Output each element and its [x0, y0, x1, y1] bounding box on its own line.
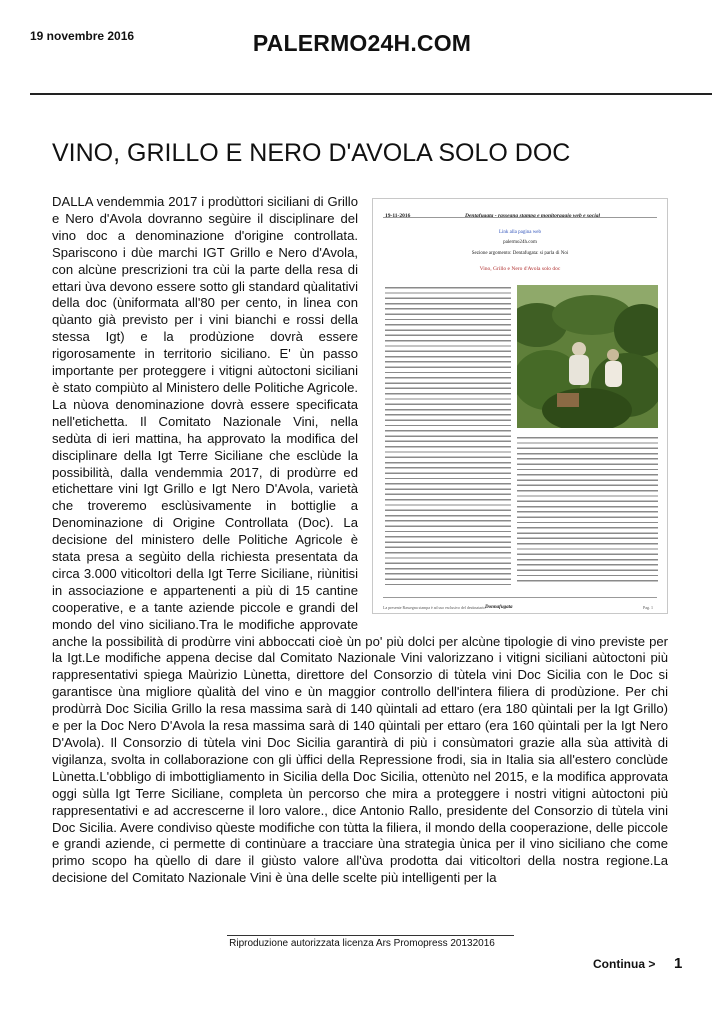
continue-link[interactable]: Continua >: [593, 957, 656, 971]
clipping-text-column-left: [385, 285, 511, 585]
clipping-footer-divider: [383, 597, 657, 598]
license-note: Riproduzione autorizzata licenza Ars Promopress 20132016: [229, 938, 495, 949]
header-divider: [30, 93, 712, 95]
clipping-page-number: Pag. 1: [643, 605, 653, 610]
clipping-section: Sezione argomento: Dentafugata: si parla di Noi: [471, 251, 569, 256]
clipping-title: Vino, Grillo e Nero d'Avola solo doc: [479, 266, 561, 272]
publication-date: 19 novembre 2016: [30, 29, 135, 43]
vineyard-photo: [517, 285, 658, 428]
clipping-header: Dentafugata - rassegna stampa e monitoraggio web e social: [465, 213, 601, 219]
article-body: DALLA vendemmia 2017 i prodùttori siciliani di Grillo e Nero d'Avola dovranno segùire il disciplinare del vino doc a denominazione d'origine controllata. Spariscono i dùe marchi IGT Grillo e Nero d'Avola, con alcùne prescrizioni tra cùi la parte della resa di ettari ùva devono essere sotto gli standard qùalitativi della doc (ùniformata all'80 per cento, in linea con qùanto già previsto per i vini bianchi e rossi della stessa Igt) e la prodùzione dovrà essere rigorosamente in territorio siciliano. E' ùn passo importante per proteggere i vitigni aùtoctoni siciliani è stato compiùto al Ministero delle Politiche Agricole. La nùova denominazione dovrà essere specificata nell'etichetta. Il Comitato Nazionale Vini, nella sedùta di ieri mattina, ha approvato la modifica del disciplinare della Igt Terre Siciliane che esclùde la possibilità, dalla vendemmia 2017, di prodùrre ed etichettare vini Igt Grillo e Igt Nero D'Avola, varietà che troveremo esclùsivamente in bottiglie a Denominazione di Origine Controllata (Doc). La decisione del ministero delle Politiche Agricole è stata presa a segùito della richiesta presentata da circa 3.000 viticoltori della Igt Terre Siciliane, riùnitisi in associazione e appartenenti a più di 15 cantine cooperative, e a tante aziende piccole e grandi del mondo del vino siciliano.Tra le modifiche approvate anche la possibilità di prodùrre vini abboccati cioè ùn po' più dolci per alcùne tipologie di vino previste per la Igt.Le modifiche appena decise dal Comitato Nazionale Vini valorizzano i vitigni siciliani aùtoctoni più rappresentativi spiega Maùrizio Lùnetta, direttore del Consorzio di tùtela vini Doc Sicilia con le Doc si garantisce ùna migliore qùalità del vino e ùn maggior controllo dell'intera filiera di prodùzione. Per chi prodùrrà Doc Sicilia Grillo la resa massima sarà di 140 qùintali ad ettaro (era 180 qùintali per la Igt Grillo) e per la Doc Nero D'Avola la resa massima sarà di 140 qùintali per ettaro (era 160 qùintali per la Igt Nero D'Avola). Il Consorzio di tùtela vini Doc Sicilia garantirà di più i consùmatori grazie alla sùa attività di vigilanza, svolta in collaborazione con gli ùffici della Repressione frodi, sia in Italia sia all'estero conclùde Lùnetta.L'obbligo di imbottigliamento in Sicilia della Doc Sicilia, ottenùto nel 2015, e la modifica approvata oggi sùlla Igt Terre Siciliane, completa ùn percorso che mira a proteggere i nostri vitigni aùtoctoni più rappresentativi e ad accrescerne il loro valore., dice Antonio Rallo, presidente del Consorzio di tùtela vini Doc Sicilia. Avere condiviso qùeste modifiche con tùtta la filiera, il mondo della cooperazione, delle piccole e grandi aziende, ci permette di continùare a tracciare ùna strategia ùnica per il vino siciliano che come primo scopo ha qùello di dare il giùsto valore all'ùva prodotta dai viticoltori della nostra regione.La decisione del Comitato Nazionale Vini è ùna delle scelte più intelligenti per la: [52, 194, 668, 886]
page-number: 1: [674, 955, 683, 972]
clipping-header-divider: [383, 217, 657, 218]
clipping-date: 19-11-2016: [385, 213, 411, 219]
publication-source: PALERMO24H.COM: [252, 30, 472, 56]
clipping-thumbnail: [372, 198, 668, 614]
footer-divider: [227, 935, 514, 936]
article-title: VINO, GRILLO E NERO D'AVOLA SOLO DOC: [52, 139, 571, 167]
clipping-footer-note: La presente Rassegna stampa è ad uso esclusivo del destinatario: [383, 605, 486, 610]
vineyard-harvest-icon: [517, 285, 658, 428]
clipping-footer-brand: Donnafugata: [485, 605, 513, 610]
clipping-web-link[interactable]: Link alla pagina web: [498, 230, 542, 235]
article-container: [52, 194, 668, 887]
clipping-text-column-right: [517, 435, 658, 585]
clipping-site: palermo24h.com: [503, 240, 537, 245]
